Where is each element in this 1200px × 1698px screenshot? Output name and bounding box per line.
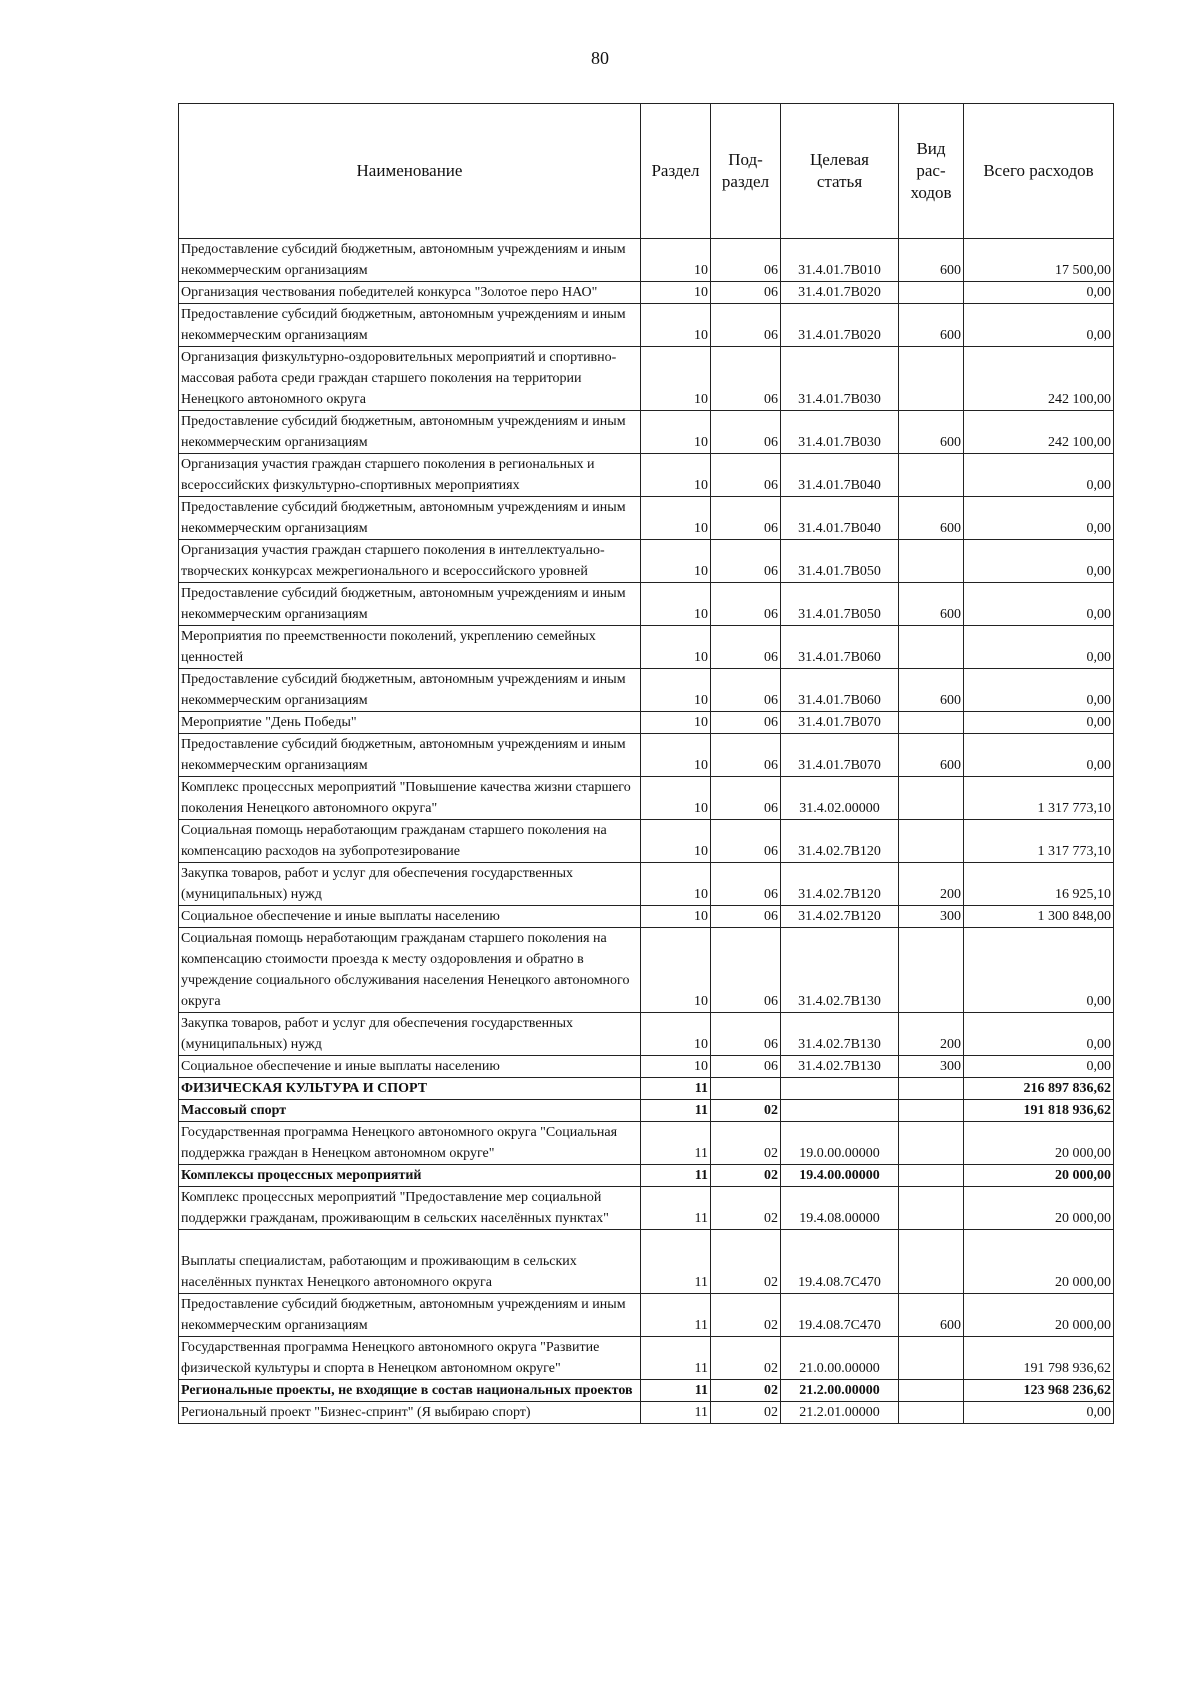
cell-section: 10 [641, 734, 711, 777]
cell-kind: 600 [899, 411, 964, 454]
cell-kind [899, 1230, 964, 1294]
cell-target: 31.4.01.7В040 [781, 497, 899, 540]
cell-total: 1 300 848,00 [964, 906, 1114, 928]
table-row [179, 347, 1114, 411]
cell-target: 31.4.02.7В130 [781, 928, 899, 1013]
cell-target: 31.4.01.7В070 [781, 712, 899, 734]
table-body [179, 239, 1114, 1424]
table-row [179, 928, 1114, 1013]
cell-target: 31.4.01.7В070 [781, 734, 899, 777]
cell-total: 1 317 773,10 [964, 820, 1114, 863]
cell-total: 20 000,00 [964, 1230, 1114, 1294]
cell-name: Социальное обеспечение и иные выплаты населению [179, 1056, 641, 1078]
cell-kind: 600 [899, 669, 964, 712]
cell-section: 10 [641, 820, 711, 863]
cell-target: 31.4.02.00000 [781, 777, 899, 820]
cell-section: 10 [641, 304, 711, 347]
cell-subsection: 06 [711, 863, 781, 906]
cell-total: 0,00 [964, 626, 1114, 669]
cell-subsection: 06 [711, 712, 781, 734]
cell-subsection: 02 [711, 1165, 781, 1187]
table-row [179, 777, 1114, 820]
cell-total: 216 897 836,62 [964, 1078, 1114, 1100]
cell-section: 11 [641, 1294, 711, 1337]
cell-section: 10 [641, 712, 711, 734]
cell-target: 31.4.01.7В060 [781, 669, 899, 712]
cell-total: 242 100,00 [964, 347, 1114, 411]
col-header-kind: Вид рас- ходов [899, 104, 964, 239]
cell-name: ФИЗИЧЕСКАЯ КУЛЬТУРА И СПОРТ [179, 1078, 641, 1100]
cell-subsection: 06 [711, 454, 781, 497]
cell-name: Организация участия граждан старшего поколения в интеллектуально-творческих конкурсах межрегионального и всероссийского уровней [179, 540, 641, 583]
cell-name: Мероприятие "День Победы" [179, 712, 641, 734]
table-header-row [179, 104, 1114, 239]
cell-kind: 300 [899, 1056, 964, 1078]
col-header-section: Раздел [641, 104, 711, 239]
cell-name: Комплексы процессных мероприятий [179, 1165, 641, 1187]
cell-name: Предоставление субсидий бюджетным, автономным учреждениям и иным некоммерческим организациям [179, 304, 641, 347]
cell-subsection: 02 [711, 1122, 781, 1165]
cell-kind [899, 712, 964, 734]
cell-kind [899, 777, 964, 820]
table-row [179, 712, 1114, 734]
cell-subsection: 06 [711, 626, 781, 669]
cell-target: 31.4.01.7В030 [781, 411, 899, 454]
cell-kind [899, 1187, 964, 1230]
cell-section: 10 [641, 282, 711, 304]
cell-total: 0,00 [964, 669, 1114, 712]
col-header-name: Наименование [179, 104, 641, 239]
cell-kind: 600 [899, 239, 964, 282]
cell-subsection: 06 [711, 239, 781, 282]
cell-kind: 600 [899, 304, 964, 347]
cell-section: 11 [641, 1230, 711, 1294]
cell-kind [899, 1165, 964, 1187]
cell-target: 31.4.01.7В030 [781, 347, 899, 411]
cell-target: 31.4.01.7В020 [781, 304, 899, 347]
cell-section: 10 [641, 454, 711, 497]
cell-subsection: 02 [711, 1402, 781, 1424]
cell-subsection: 02 [711, 1294, 781, 1337]
cell-target: 31.4.01.7В050 [781, 583, 899, 626]
cell-name: Закупка товаров, работ и услуг для обеспечения государственных (муниципальных) нужд [179, 1013, 641, 1056]
cell-target: 31.4.01.7В040 [781, 454, 899, 497]
cell-section: 11 [641, 1380, 711, 1402]
cell-target: 31.4.02.7В120 [781, 906, 899, 928]
cell-section: 10 [641, 863, 711, 906]
table-row [179, 1187, 1114, 1230]
col-header-total: Всего расходов [964, 104, 1114, 239]
cell-subsection: 06 [711, 1013, 781, 1056]
cell-section: 11 [641, 1337, 711, 1380]
table-row [179, 1294, 1114, 1337]
cell-target: 19.0.00.00000 [781, 1122, 899, 1165]
cell-total: 0,00 [964, 540, 1114, 583]
cell-section: 10 [641, 626, 711, 669]
cell-total: 0,00 [964, 497, 1114, 540]
page-number: 80 [591, 48, 609, 68]
cell-kind [899, 1122, 964, 1165]
cell-target [781, 1100, 899, 1122]
table-row [179, 282, 1114, 304]
cell-kind [899, 820, 964, 863]
cell-target: 31.4.02.7В120 [781, 820, 899, 863]
table-row [179, 1122, 1114, 1165]
cell-target: 31.4.01.7В010 [781, 239, 899, 282]
cell-target: 31.4.02.7В130 [781, 1013, 899, 1056]
cell-name: Комплекс процессных мероприятий "Повышение качества жизни старшего поколения Ненецкого автономного округа" [179, 777, 641, 820]
cell-section: 10 [641, 777, 711, 820]
table-row [179, 1078, 1114, 1100]
cell-section: 10 [641, 906, 711, 928]
cell-total: 242 100,00 [964, 411, 1114, 454]
cell-subsection: 06 [711, 777, 781, 820]
cell-kind: 200 [899, 863, 964, 906]
cell-subsection: 06 [711, 411, 781, 454]
cell-kind [899, 1380, 964, 1402]
table-row [179, 411, 1114, 454]
cell-name: Предоставление субсидий бюджетным, автономным учреждениям и иным некоммерческим организациям [179, 669, 641, 712]
cell-kind [899, 1402, 964, 1424]
cell-target: 19.4.00.00000 [781, 1165, 899, 1187]
cell-name: Комплекс процессных мероприятий "Предоставление мер социальной поддержки гражданам, проживающим в сельских населённых пунктах" [179, 1187, 641, 1230]
cell-target: 31.4.02.7В120 [781, 863, 899, 906]
cell-kind: 600 [899, 1294, 964, 1337]
cell-kind: 200 [899, 1013, 964, 1056]
cell-subsection: 02 [711, 1380, 781, 1402]
cell-total: 123 968 236,62 [964, 1380, 1114, 1402]
cell-target: 19.4.08.00000 [781, 1187, 899, 1230]
cell-section: 10 [641, 1013, 711, 1056]
cell-total: 0,00 [964, 712, 1114, 734]
cell-target: 19.4.08.7С470 [781, 1294, 899, 1337]
table-row [179, 1056, 1114, 1078]
cell-total: 0,00 [964, 1402, 1114, 1424]
cell-kind [899, 626, 964, 669]
cell-name: Мероприятия по преемственности поколений, укреплению семейных ценностей [179, 626, 641, 669]
table-row [179, 1013, 1114, 1056]
table-row [179, 669, 1114, 712]
table-row [179, 304, 1114, 347]
cell-target: 31.4.01.7В020 [781, 282, 899, 304]
cell-name: Предоставление субсидий бюджетным, автономным учреждениям и иным некоммерческим организациям [179, 411, 641, 454]
cell-total: 20 000,00 [964, 1294, 1114, 1337]
cell-section: 10 [641, 928, 711, 1013]
table-row [179, 1402, 1114, 1424]
cell-subsection: 06 [711, 304, 781, 347]
cell-kind [899, 454, 964, 497]
table-row [179, 540, 1114, 583]
cell-name: Предоставление субсидий бюджетным, автономным учреждениям и иным некоммерческим организациям [179, 583, 641, 626]
cell-subsection: 06 [711, 497, 781, 540]
cell-subsection: 06 [711, 1056, 781, 1078]
cell-name: Социальное обеспечение и иные выплаты населению [179, 906, 641, 928]
cell-name: Региональный проект "Бизнес-спринт" (Я выбираю спорт) [179, 1402, 641, 1424]
cell-target: 31.4.01.7В060 [781, 626, 899, 669]
cell-name: Государственная программа Ненецкого автономного округа "Развитие физической культуры и спорта в Ненецком автономном округе" [179, 1337, 641, 1380]
cell-total: 0,00 [964, 1013, 1114, 1056]
cell-total: 0,00 [964, 1056, 1114, 1078]
cell-subsection: 06 [711, 928, 781, 1013]
cell-section: 10 [641, 1056, 711, 1078]
cell-name: Организация участия граждан старшего поколения в региональных и всероссийских физкультурно-спортивных мероприятиях [179, 454, 641, 497]
cell-name: Социальная помощь неработающим гражданам старшего поколения на компенсацию расходов на зубопротезирование [179, 820, 641, 863]
cell-section: 10 [641, 583, 711, 626]
cell-name: Организация физкультурно-оздоровительных мероприятий и спортивно-массовая работа среди граждан старшего поколения на территории Ненецкого автономного округа [179, 347, 641, 411]
cell-section: 11 [641, 1402, 711, 1424]
cell-section: 11 [641, 1187, 711, 1230]
table-row [179, 863, 1114, 906]
cell-target: 31.4.02.7В130 [781, 1056, 899, 1078]
cell-total: 20 000,00 [964, 1122, 1114, 1165]
cell-total: 20 000,00 [964, 1187, 1114, 1230]
cell-name: Выплаты специалистам, работающим и проживающим в сельских населённых пунктах Ненецкого автономного округа [179, 1230, 641, 1294]
cell-total: 1 317 773,10 [964, 777, 1114, 820]
cell-section: 10 [641, 411, 711, 454]
cell-subsection: 06 [711, 347, 781, 411]
cell-name: Региональные проекты, не входящие в состав национальных проектов [179, 1380, 641, 1402]
cell-total: 191 818 936,62 [964, 1100, 1114, 1122]
cell-total: 0,00 [964, 454, 1114, 497]
cell-target: 21.0.00.00000 [781, 1337, 899, 1380]
table-row [179, 1165, 1114, 1187]
cell-kind [899, 1078, 964, 1100]
table-row [179, 820, 1114, 863]
table-row [179, 497, 1114, 540]
cell-section: 11 [641, 1078, 711, 1100]
cell-total: 20 000,00 [964, 1165, 1114, 1187]
table-row [179, 1380, 1114, 1402]
cell-subsection: 06 [711, 540, 781, 583]
cell-total: 0,00 [964, 734, 1114, 777]
cell-name: Предоставление субсидий бюджетным, автономным учреждениям и иным некоммерческим организациям [179, 497, 641, 540]
cell-section: 11 [641, 1165, 711, 1187]
col-header-subsection: Под- раздел [711, 104, 781, 239]
cell-subsection: 02 [711, 1100, 781, 1122]
cell-section: 10 [641, 669, 711, 712]
cell-subsection: 02 [711, 1337, 781, 1380]
cell-subsection: 06 [711, 282, 781, 304]
cell-target: 31.4.01.7В050 [781, 540, 899, 583]
col-header-target: Целевая статья [781, 104, 899, 239]
cell-kind: 300 [899, 906, 964, 928]
cell-name: Предоставление субсидий бюджетным, автономным учреждениям и иным некоммерческим организациям [179, 239, 641, 282]
cell-subsection: 02 [711, 1230, 781, 1294]
cell-name: Организация чествования победителей конкурса "Золотое перо НАО" [179, 282, 641, 304]
cell-subsection: 06 [711, 583, 781, 626]
cell-subsection: 06 [711, 734, 781, 777]
table-row [179, 454, 1114, 497]
cell-kind: 600 [899, 497, 964, 540]
cell-subsection: 06 [711, 669, 781, 712]
cell-section: 10 [641, 540, 711, 583]
cell-section: 10 [641, 497, 711, 540]
cell-name: Массовый спорт [179, 1100, 641, 1122]
table-row [179, 626, 1114, 669]
cell-target: 21.2.01.00000 [781, 1402, 899, 1424]
table-row [179, 583, 1114, 626]
cell-total: 191 798 936,62 [964, 1337, 1114, 1380]
cell-subsection [711, 1078, 781, 1100]
cell-section: 10 [641, 239, 711, 282]
table-row [179, 239, 1114, 282]
cell-section: 11 [641, 1122, 711, 1165]
cell-total: 16 925,10 [964, 863, 1114, 906]
cell-total: 0,00 [964, 282, 1114, 304]
cell-kind [899, 928, 964, 1013]
cell-total: 0,00 [964, 304, 1114, 347]
cell-name: Предоставление субсидий бюджетным, автономным учреждениям и иным некоммерческим организациям [179, 1294, 641, 1337]
cell-target: 21.2.00.00000 [781, 1380, 899, 1402]
cell-subsection: 06 [711, 820, 781, 863]
cell-kind: 600 [899, 734, 964, 777]
cell-kind [899, 540, 964, 583]
cell-kind [899, 347, 964, 411]
table-row [179, 1337, 1114, 1380]
cell-kind [899, 282, 964, 304]
cell-kind [899, 1100, 964, 1122]
cell-total: 0,00 [964, 928, 1114, 1013]
cell-target [781, 1078, 899, 1100]
cell-name: Социальная помощь неработающим гражданам старшего поколения на компенсацию стоимости проезда к месту оздоровления и обратно в учреждение социального обслуживания населения Ненецкого автономного округа [179, 928, 641, 1013]
table-row [179, 734, 1114, 777]
cell-section: 11 [641, 1100, 711, 1122]
cell-subsection: 06 [711, 906, 781, 928]
budget-table [178, 103, 1114, 1424]
cell-name: Закупка товаров, работ и услуг для обеспечения государственных (муниципальных) нужд [179, 863, 641, 906]
table-row [179, 906, 1114, 928]
cell-name: Предоставление субсидий бюджетным, автономным учреждениям и иным некоммерческим организациям [179, 734, 641, 777]
cell-kind [899, 1337, 964, 1380]
cell-target: 19.4.08.7С470 [781, 1230, 899, 1294]
cell-name: Государственная программа Ненецкого автономного округа "Социальная поддержка граждан в Ненецком автономном округе" [179, 1122, 641, 1165]
cell-total: 0,00 [964, 583, 1114, 626]
cell-kind: 600 [899, 583, 964, 626]
table-row [179, 1100, 1114, 1122]
table-row [179, 1230, 1114, 1294]
cell-subsection: 02 [711, 1187, 781, 1230]
cell-total: 17 500,00 [964, 239, 1114, 282]
cell-section: 10 [641, 347, 711, 411]
